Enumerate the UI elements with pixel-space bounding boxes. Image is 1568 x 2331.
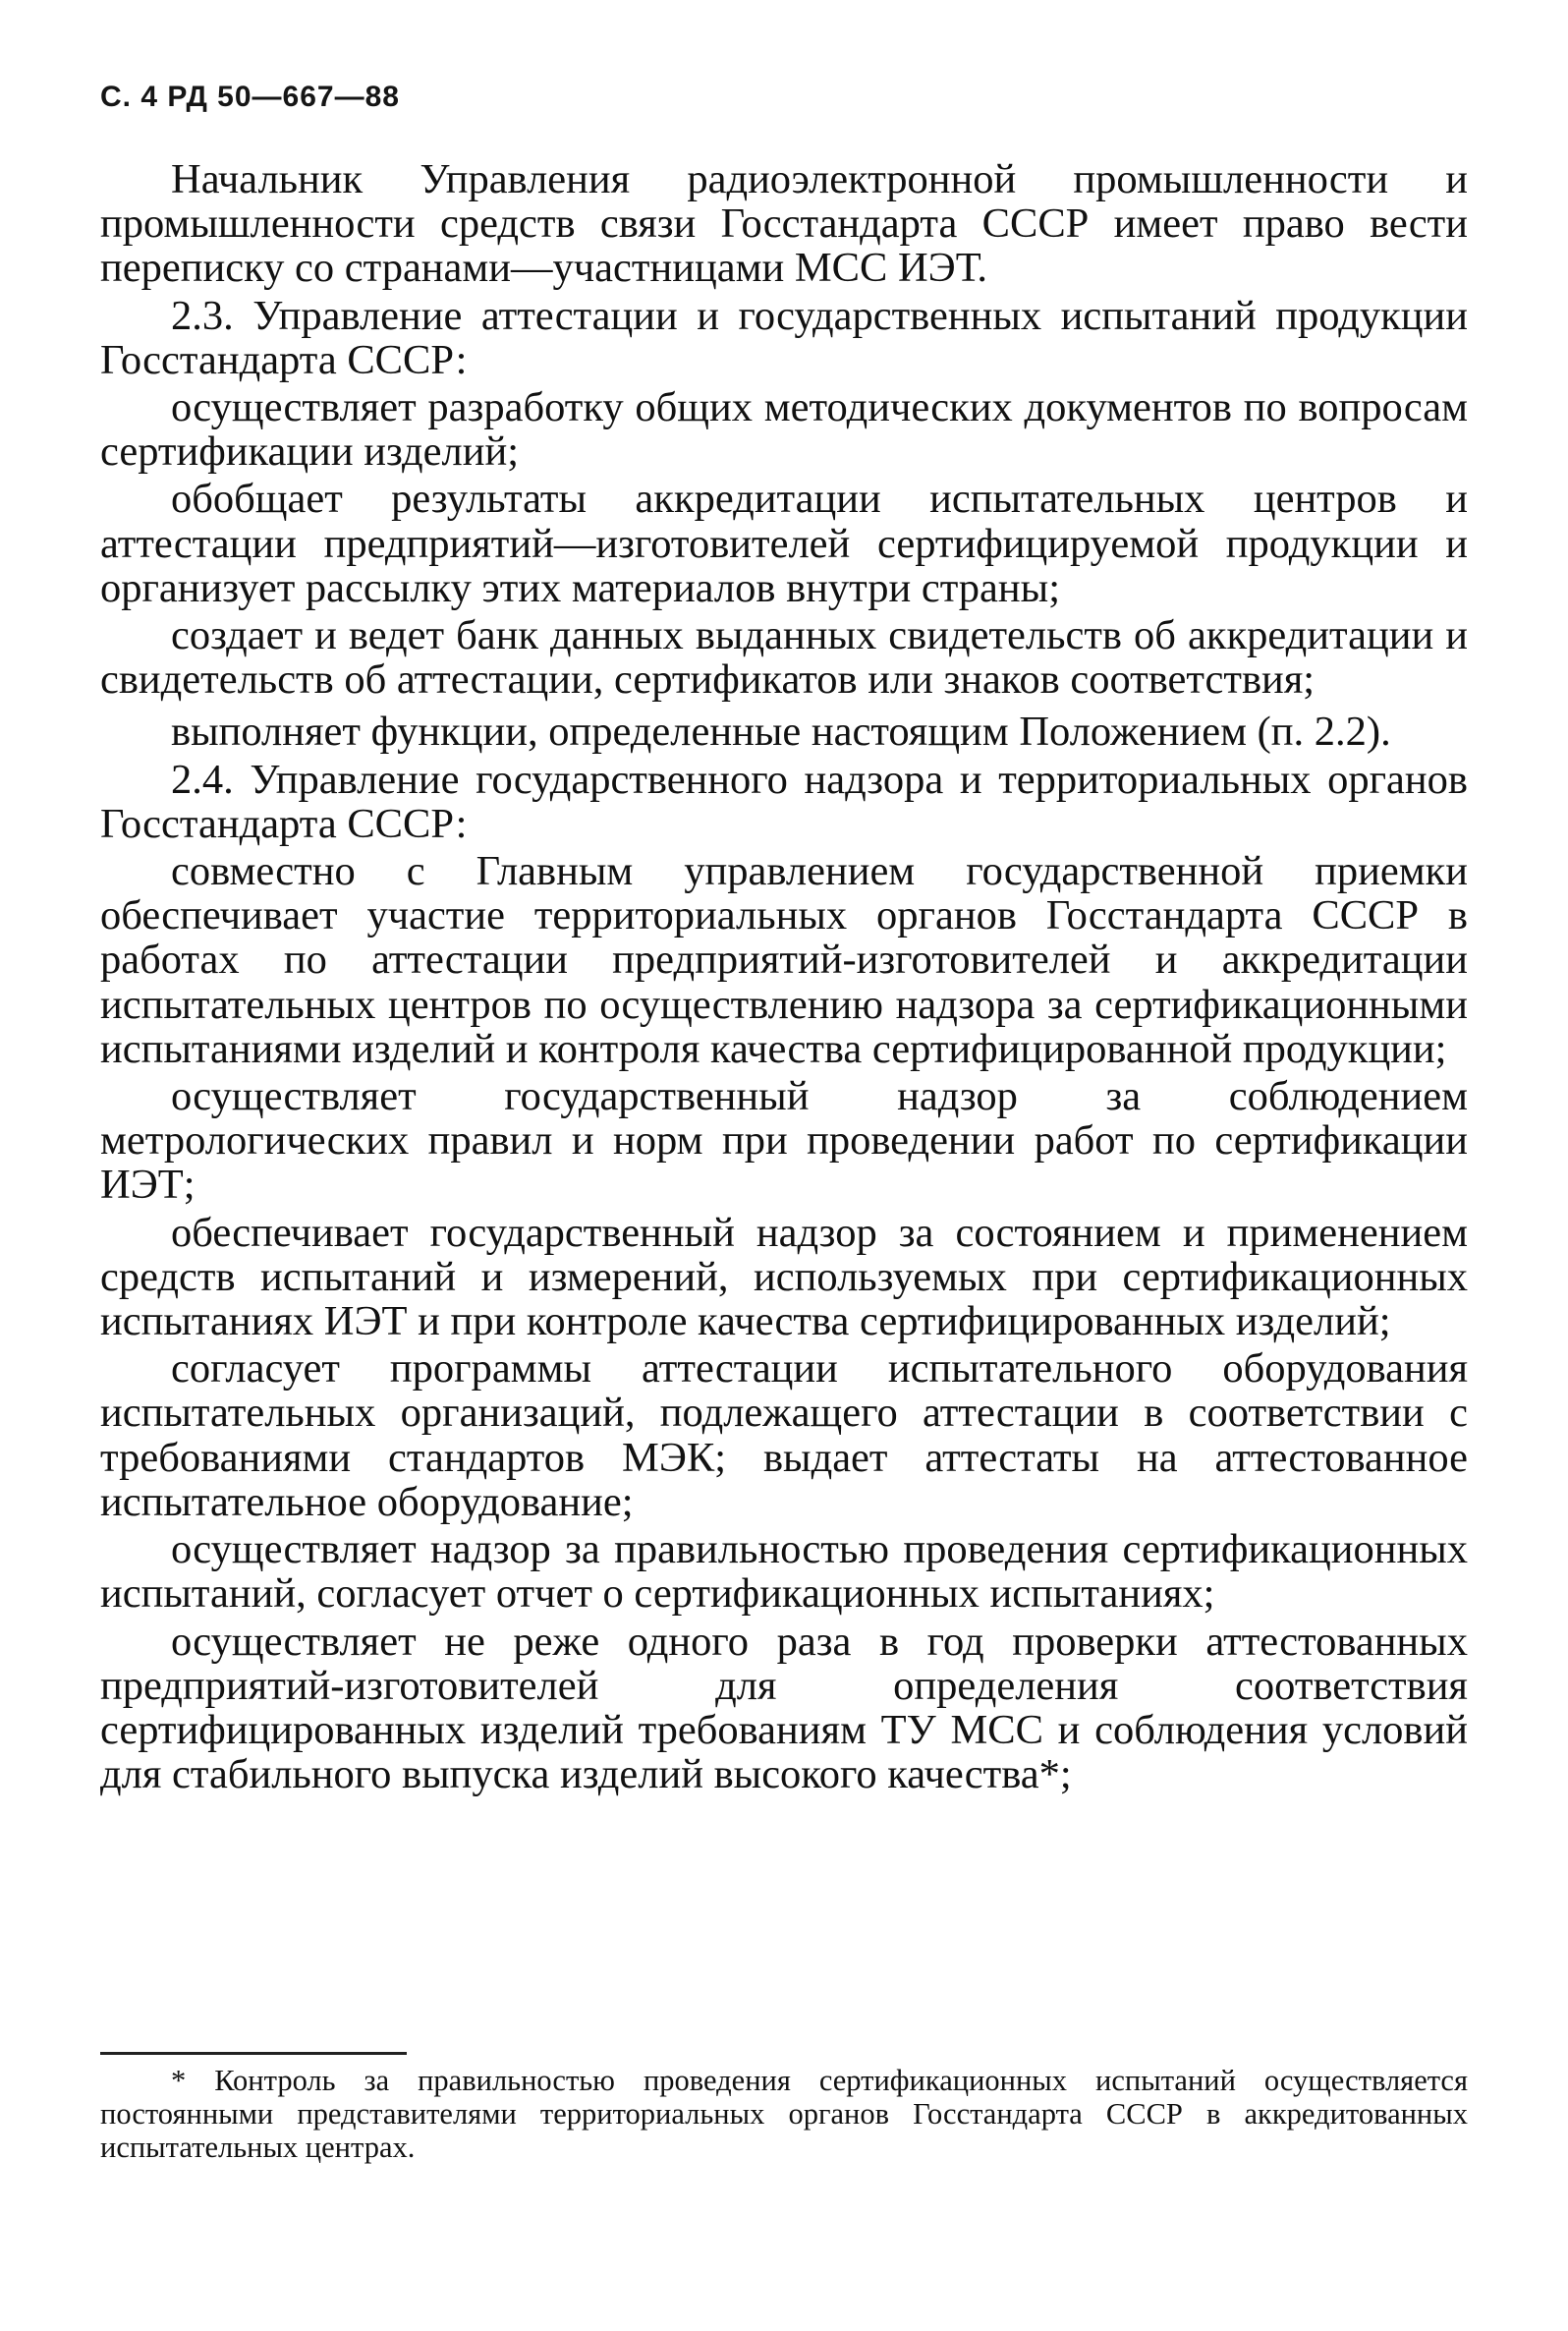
- paragraph-12: осуществляет надзор за правильностью проведения сертификационных испытаний, согласует отчет о сертификационных испытаниях;: [100, 1526, 1468, 1618]
- footnote-divider: [100, 2052, 407, 2055]
- paragraph-5: создает и ведет банк данных выданных свидетельств об аккредитации и свидетельств об аттестации, сертификатов или знаков соответствия;: [100, 612, 1468, 704]
- paragraph-1: Начальник Управления радиоэлектронной промышленности и промышленности средств связи Госстандарта СССР имеет право вести переписку со странами—участницами МСС ИЭТ.: [100, 156, 1468, 292]
- paragraph-9: осуществляет государственный надзор за соблюдением метрологических правил и норм при проведении работ по сертификации ИЭТ;: [100, 1073, 1468, 1209]
- body-text: [100, 157, 1468, 1796]
- paragraph-10: обеспечивает государственный надзор за состоянием и применением средств испытаний и измерений, используемых при сертификационных испытаниях ИЭТ и при контроле качества сертифицированных изделий;: [100, 1209, 1468, 1345]
- footnote: * Контроль за правильностью проведения сертификационных испытаний осуществляется постоянными представителями территориальных органов Госстандарта СССР в аккредитованных испытательных центрах.: [100, 2064, 1468, 2164]
- section-heading-2-4: 2.4. Управление государственного надзора и территориальных органов Госстандарта СССР:: [100, 756, 1468, 847]
- paragraph-11: согласует программы аттестации испытательного оборудования испытательных организаций, подлежащего аттестации в соответствии с требованиями стандартов МЭК; выдает аттестаты на аттестованное испытательное оборудование;: [100, 1345, 1468, 1525]
- section-heading-2-3: 2.3. Управление аттестации и государственных испытаний продукции Госстандарта СССР:: [100, 292, 1468, 383]
- paragraph-6: выполняет функции, определенные настоящим Положением (п. 2.2).: [171, 709, 1391, 756]
- paragraph-8: совместно с Главным управлением государственной приемки обеспечивает участие территориальных органов Госстандарта СССР в работах по аттестации предприятий-изготовителей и аккредитации испытательных центров по осуществлению надзора за сертификационными испытаниями изделий и контроля качества сертифицированной продукции;: [100, 848, 1468, 1072]
- paragraph-3: осуществляет разработку общих методических документов по вопросам сертификации изделий;: [100, 384, 1468, 476]
- paragraph-4: обобщает результаты аккредитации испытательных центров и аттестации предприятий—изготовителей сертифицируемой продукции и организует рассылку этих материалов внутри страны;: [100, 476, 1468, 611]
- paragraph-13: осуществляет не реже одного раза в год проверки аттестованных предприятий-изготовителей для определения соответствия сертифицированных изделий требованиям ТУ МСС и соблюдения условий для стабильного выпуска изделий высокого качества*;: [100, 1618, 1468, 1798]
- page-header: С. 4 РД 50—667—88: [100, 81, 400, 113]
